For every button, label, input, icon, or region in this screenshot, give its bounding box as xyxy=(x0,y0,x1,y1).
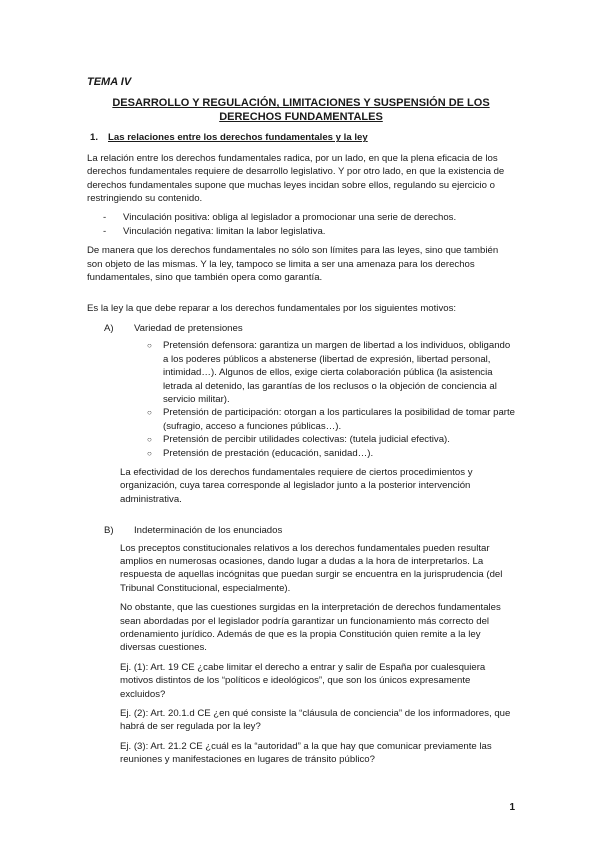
dash-bullet-icon: - xyxy=(103,212,107,224)
vinculacion-list xyxy=(87,211,515,238)
spacer xyxy=(87,512,515,524)
section-1-heading xyxy=(87,131,515,144)
page-number: 1 xyxy=(509,802,515,813)
item-label: Variedad de pretensiones xyxy=(134,322,243,334)
pretensiones-list xyxy=(147,339,515,460)
item-letter: B) xyxy=(104,525,114,537)
list-item-text: Pretensión de prestación (educación, sanidad…). xyxy=(163,447,374,459)
list-item xyxy=(87,225,515,238)
motivos-intro: Es la ley la que debe reparar a los derechos fundamentales por los siguientes motivos: xyxy=(87,303,457,315)
dash-bullet-icon: - xyxy=(103,225,107,237)
section-1-intro: La relación entre los derechos fundamentales radica, por un lado, en que la plena eficacia de los derechos fundamentales requiere de desarrollo legislativo. Y por otro lado, en que la existencia de derechos fundamentales supone que muchas leyes incidan sobre ellos, regulando su ejercicio o restringiendo su contenido. xyxy=(87,152,505,205)
example-2: Ej. (2): Art. 20.1.d CE ¿en qué consiste la “cláusula de conciencia” de los informadores, que habrá de ser regulada por la ley? xyxy=(120,708,511,733)
section-heading-text: Las relaciones entre los derechos fundamentales y la ley xyxy=(108,132,368,144)
list-item xyxy=(87,211,515,224)
page-content xyxy=(87,76,515,773)
item-a-after: La efectividad de los derechos fundamentales requiere de ciertos procedimientos y organización, cuya tarea corresponde al legislador junto a la posterior intervención administrativa. xyxy=(120,466,473,505)
list-item-text: Pretensión de percibir utilidades colectivas: (tutela judicial efectiva). xyxy=(163,434,450,446)
item-a-heading xyxy=(87,322,515,335)
item-letter: A) xyxy=(104,322,114,334)
circle-bullet-icon: ○ xyxy=(147,435,152,445)
section-1-after: De manera que los derechos fundamentales no sólo son límites para las leyes, sino que también son objeto de las mismas. Y la ley, tampoco se limita a ser una amenaza para los derechos fundamentales, sino que también opera como garantía. xyxy=(87,245,499,284)
item-label: Indeterminación de los enunciados xyxy=(134,525,283,537)
item-b-paragraph-1: Los preceptos constitucionales relativos a los derechos fundamentales pueden resultar amplios en numerosas ocasiones, dando lugar a dudas a la hora de interpretarlos. La respuesta de aquellas incógnitas que puedan surgir se encuentra en la jurisprudencia (del Tribunal Constitucional, especialmente). xyxy=(120,542,503,594)
list-item-text: Vinculación positiva: obliga al legislador a promocionar una serie de derechos. xyxy=(123,212,457,224)
list-item xyxy=(147,339,515,406)
spacer xyxy=(87,290,515,302)
item-b-heading xyxy=(87,524,515,537)
circle-bullet-icon: ○ xyxy=(147,341,152,351)
tema-label: TEMA IV xyxy=(87,76,132,88)
document-title: DESARROLLO Y REGULACIÓN, LIMITACIONES Y SUSPENSIÓN DE LOS DERECHOS FUNDAMENTALES xyxy=(112,97,490,124)
example-1: Ej. (1): Art. 19 CE ¿cabe limitar el derecho a entrar y salir de España por cualesquiera motivos distintos de los “políticos e ideológicos”, que son los únicos expresamente excluidos? xyxy=(120,661,486,700)
circle-bullet-icon: ○ xyxy=(147,408,152,418)
list-item-text: Pretensión defensora: garantiza un margen de libertad a los individuos, obligando a los poderes públicos a abstenerse (libertad de expresión, libertad personal, intimidad…). Algunos de ellos, exige cierta colaboración pública (la asistencia letrada al detenido, las garantías de los reclusos o la objeción de conciencia al servicio militar). xyxy=(163,340,511,405)
list-item xyxy=(147,406,515,433)
list-item xyxy=(147,433,515,446)
list-item-text: Pretensión de participación: otorgan a los particulares la posibilidad de tomar parte (sufragio, acceso a funciones públicas…). xyxy=(163,407,515,432)
item-b-paragraph-2: No obstante, que las cuestiones surgidas en la interpretación de derechos fundamentales sean abordadas por el legislador podría garantizar un funcionamiento más correcto del ordenamiento jurídico. Además de que es la propia Constitución quien remite a la ley diversas cuestiones. xyxy=(120,602,501,654)
list-item xyxy=(147,447,515,460)
section-number: 1. xyxy=(90,132,99,144)
example-3: Ej. (3): Art. 21.2 CE ¿cuál es la “autoridad” a la que hay que comunicar previamente las reuniones y manifestaciones en lugares de tránsito público? xyxy=(120,740,492,766)
circle-bullet-icon: ○ xyxy=(147,448,152,458)
list-item-text: Vinculación negativa: limitan la labor legislativa. xyxy=(123,225,326,237)
